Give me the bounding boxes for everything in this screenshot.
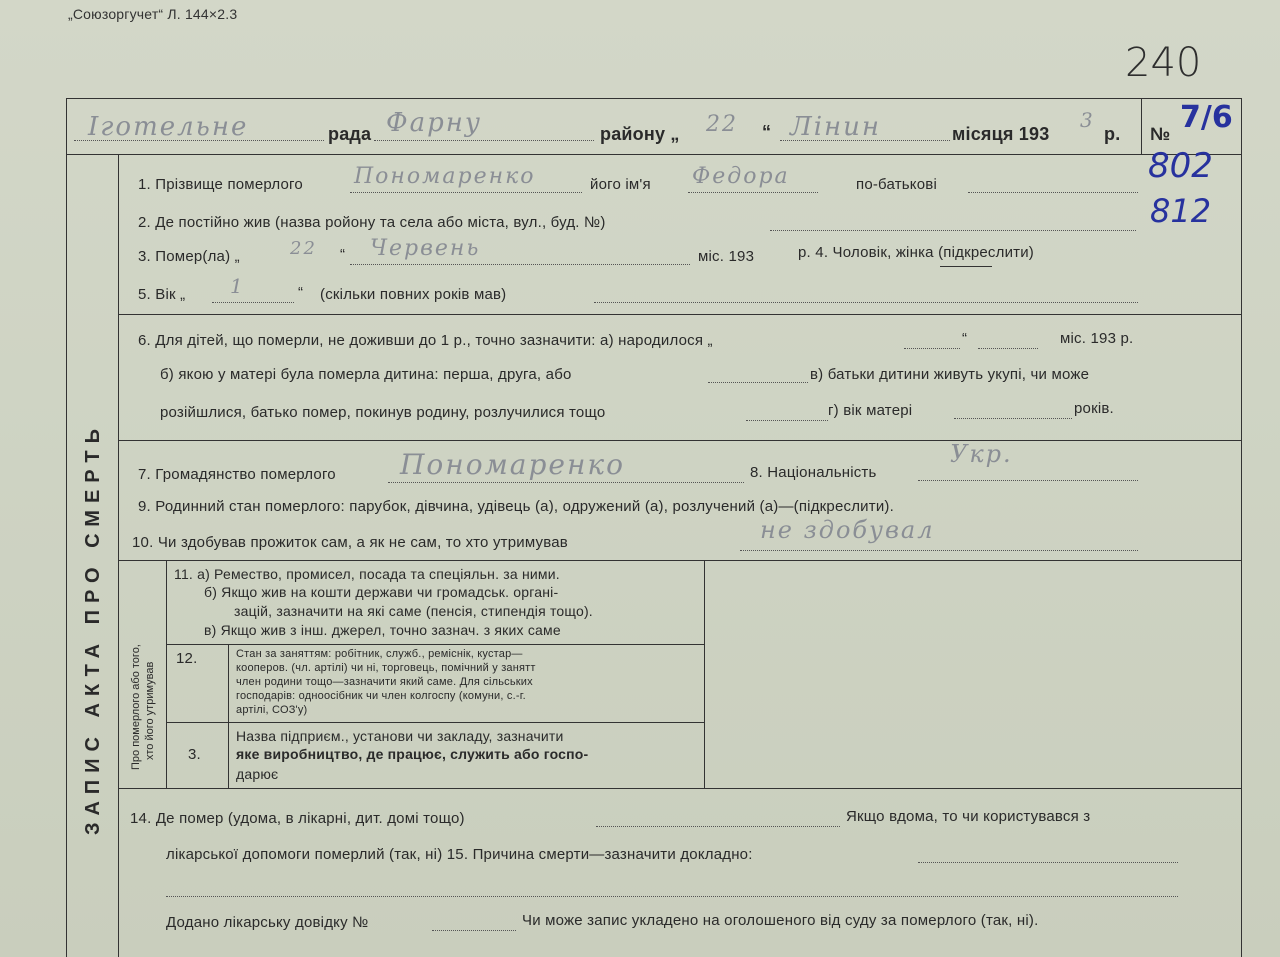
month-line [780, 140, 950, 141]
field-6-birth-month-line [978, 348, 1038, 349]
year-digit-handwriting: 3 [1080, 108, 1095, 132]
field-10-label: 10. Чи здобував прожиток сам, а як не сам, то хто утримував [132, 534, 568, 551]
box-inner-left [166, 560, 167, 788]
field-9-label: 9. Родинний стан померлого: парубок, дівчина, удівець (а), одружений (а), розлучений (а)—(підкреслити). [138, 498, 894, 515]
day-quote: “ [762, 122, 772, 142]
field-14-b: Якщо вдома, то чи користувався з [846, 808, 1091, 825]
frame-top [66, 98, 1242, 99]
month-handwriting: Лінин [790, 112, 882, 142]
field-6-line-3c: років. [1074, 400, 1114, 417]
council-line [74, 140, 324, 141]
field-11b: б) Якщо жив на кошти держави чи громадськ. органі- [204, 584, 559, 600]
field-11c: в) Якщо жив з інш. джерел, точно зазнач. з яких саме [204, 622, 561, 638]
field-12-line-2: кооперов. (чл. артілі) чи ні, торговець, помічний у занятт [236, 662, 536, 674]
field-1-line [350, 192, 582, 193]
number-label: № [1150, 124, 1171, 144]
field-12-line-4: господарів: одноосібник чи член колгоспу (комуни, с.-г. [236, 690, 526, 702]
rada-label: рада [328, 124, 372, 144]
field-1-name-label: його ім'я [590, 176, 651, 193]
field-6-line-1: 6. Для дітей, що померли, не доживши до 1 р., точно зазначити: а) народилося „ [138, 332, 713, 349]
divider-after-13 [118, 788, 1241, 789]
field-6-line-2-blank [708, 382, 808, 383]
field-3-label: 3. Помер(ла) „ [138, 248, 240, 265]
side-title: ЗАПИС АКТА ПРО СМЕРТЬ [82, 422, 104, 835]
field-1-patronymic: по-батькові [856, 176, 937, 193]
field-12-line-5: артілі, СОЗ'у) [236, 704, 308, 716]
field-7-value: Пономаренко [400, 448, 625, 481]
raion-handwriting: Фарну [386, 108, 482, 138]
frame-left [66, 98, 67, 957]
field-3-line [350, 264, 690, 265]
field-13-line-3: дарює [236, 766, 279, 782]
field-13-line-1: Назва підприєм., установи чи закладу, зазначити [236, 728, 564, 744]
record-number-2: 812 [1150, 192, 1212, 230]
medical-certificate-label: Додано лікарську довідку № [166, 914, 369, 931]
field-5-text: (скільки повних років мав) [320, 286, 507, 303]
field-2-line [770, 230, 1136, 231]
field-6-line-2b: в) батьки дитини живуть укупі, чи може [810, 366, 1090, 383]
field-1-name: Федора [692, 164, 790, 189]
box-side-label: Про померлого або того, [130, 644, 142, 770]
field-8-value: Укр. [950, 440, 1013, 468]
field-5-line [212, 302, 294, 303]
field-8-label: 8. Національність [750, 464, 877, 481]
field-1-name-line [688, 192, 818, 193]
divider-after-10 [118, 560, 1241, 561]
field-6-birth-day-line [904, 348, 960, 349]
archive-number: 240 [1125, 40, 1202, 86]
field-10-line [740, 550, 1138, 551]
zhinka-underline [940, 266, 992, 267]
field-6-line-3b: г) вік матері [828, 402, 913, 419]
field-10-value: не здобувал [760, 516, 935, 544]
field-7-label: 7. Громадянство померлого [138, 466, 336, 483]
field-6-month-year: міс. 193 р. [1060, 330, 1134, 347]
month-label: місяця 193 [952, 124, 1050, 144]
field-1-surname: Пономаренко [354, 164, 536, 189]
raion-label: району „ [600, 124, 680, 144]
field-15-line-2 [166, 896, 1178, 897]
raion-line [374, 140, 594, 141]
divider-after-5 [118, 314, 1241, 315]
record-number-1: 802 [1148, 146, 1213, 186]
field-5-label: 5. Вік „ [138, 286, 186, 303]
field-12-line-3: член родини тощо—зазначити який саме. Для сільських [236, 676, 533, 688]
field-6-mother-age-line [954, 418, 1072, 419]
field-1-patronymic-line [968, 192, 1138, 193]
field-2-label: 2. Де постійно жив (назва ройону та села або міста, вул., буд. №) [138, 214, 606, 231]
field-15-line [918, 862, 1178, 863]
medical-certificate-line [432, 930, 516, 931]
field-8-line [918, 480, 1138, 481]
box-right [704, 560, 705, 788]
box-divider-12 [166, 722, 704, 723]
field-7-line [388, 482, 744, 483]
council-handwriting: Іготельне [88, 112, 249, 142]
field-14-line [596, 826, 840, 827]
frame-right [1241, 98, 1242, 957]
header-bottom [66, 154, 1241, 155]
field-3-month: Червень [370, 236, 481, 261]
field-1-label: 1. Прізвище померлого [138, 176, 303, 193]
field-11a: 11. а) Ремество, промисел, посада та спеціяльн. за ними. [174, 566, 560, 582]
box-side-label-2: хто його утримував [144, 661, 156, 760]
field-3-day: 22 [290, 238, 317, 259]
divider-after-6 [118, 440, 1241, 441]
field-6-line-3-blank [746, 420, 828, 421]
printer-imprint: „Союзоргучет“ Л. 144×2.3 [68, 6, 238, 22]
field-3-year-label: р. 4. Чоловік, жінка (підкреслити) [798, 244, 1035, 261]
field-12-line-1: Стан за заняттям: робітник, служб., реміснік, кустар— [236, 648, 523, 660]
field-5-quote: “ [298, 284, 304, 301]
number-box-left [1141, 98, 1142, 154]
left-column-divider [118, 154, 119, 957]
field-6-quote: “ [962, 330, 968, 347]
box-divider-11 [166, 644, 704, 645]
field-5-age: 1 [230, 274, 245, 298]
field-3-month-label: міс. 193 [698, 248, 755, 265]
field-13-number: 3. [188, 746, 201, 763]
field-3-quote: “ [340, 246, 346, 263]
field-6-line-2: б) якою у матері була померла дитина: перша, друга, або [160, 366, 572, 383]
field-13-line-2: яке виробництво, де працює, служить або госпо- [236, 746, 589, 762]
field-11b2: зацій, зазначити на які саме (пенсія, стипендія тощо). [234, 603, 593, 619]
field-5-trailing-line [594, 302, 1138, 303]
field-6-line-3: розійшлися, батько помер, покинув родину, розлучилися тощо [160, 404, 606, 421]
field-15-label: лікарської допомоги померлий (так, ні) 15. Причина смерти—зазначити докладно: [166, 846, 753, 863]
box-num-column [228, 644, 229, 788]
field-14-label: 14. Де помер (удома, в лікарні, дит. домі тощо) [130, 810, 465, 827]
day-handwriting: 22 [706, 112, 738, 137]
court-declared-label: Чи може запис укладено на оголошеного від суду за померлого (так, ні). [522, 912, 1039, 929]
stamp-number: 7/6 [1180, 100, 1233, 135]
field-12-number: 12. [176, 650, 198, 667]
year-label: р. [1104, 124, 1121, 144]
